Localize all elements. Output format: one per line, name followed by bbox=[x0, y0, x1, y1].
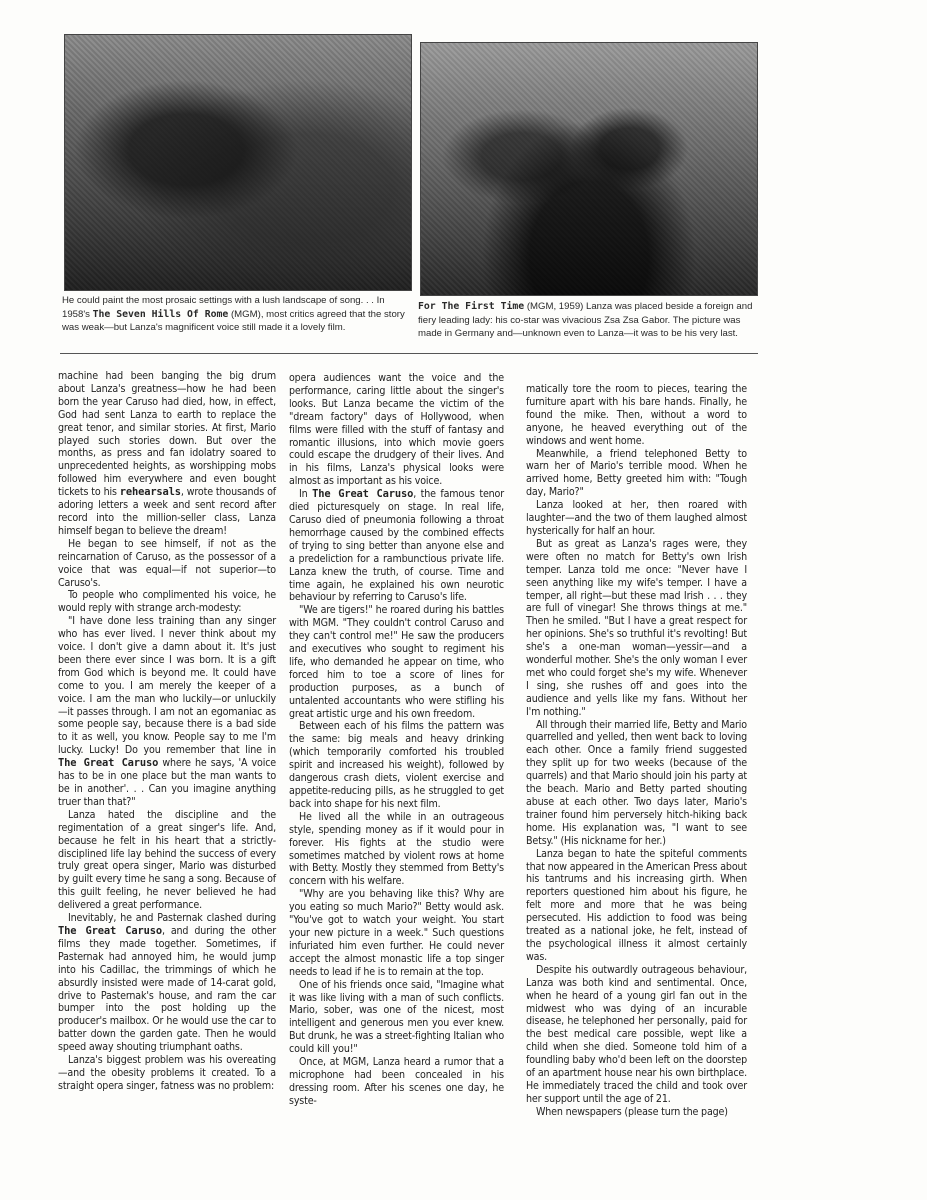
paragraph: Meanwhile, a friend telephoned Betty to warn her of Mario's terrible mood. When he arrived home, Betty greeted him with: "Tough day, Mario?" bbox=[526, 447, 747, 499]
paragraph: Lanza looked at her, then roared with laughter—and the two of them laughed almost hysterically for half an hour. bbox=[526, 499, 747, 537]
film-title: The Great Caruso bbox=[312, 488, 414, 501]
text-run: "I have done less training than any singer who has ever lived. I never think about my voice. I don't give a damn about it. It's just been there ever since I was born. It is a gift from God which is beyond me. It could have come to you. I am merely the keeper of a voice. I am the man who luckily—or unluckily—it passes through. I am not an egomaniac as some people say, because there is a bad side to it as well, you know. People say to me I'm lucky. Lucky! Do you remember that line in bbox=[58, 615, 276, 757]
text-run: , the famous tenor died picturesquely on stage. In real life, Caruso died of pneumonia following a throat hemorrhage caused by the combined effects of trying to sing better than anyone else and a predeliction for a rambunctious private life. Lanza knew the truth, of course. Time and time again, he explained his own neurotic behaviour by referring to Caruso's life. bbox=[289, 488, 504, 604]
paragraph: One of his friends once said, "Imagine what it was like living with a man of such conflicts. Mario, sober, was one of the nicest, most intelligent and generous men you ever knew. But drunk, he was a street-fighting Italian who could kill you!" bbox=[289, 978, 504, 1056]
text-run: machine had been banging the big drum about Lanza's greatness—how he had been born the year Caruso had died, how, in effect, God had sent Lanza to earth to replace the great tenor, and similar stories. At first, Mario played such stories down. But over the months, as press and fan idolatry soared to unprecedented heights, as worshipping mobs followed him everywhere and even bought tickets to his bbox=[58, 370, 276, 499]
paragraph: "Why are you behaving like this? Why are you eating so much Mario?" Betty would ask. "You've got to watch your weight. You start your new picture in a week." Such questions infuriated him even further. He could never accept the almost monastic life a top singer needs to lead if he is to remain at the top. bbox=[289, 888, 504, 978]
caption-text: He could paint the most prosaic settings with a lush landscape of song. . . In 1958's bbox=[62, 295, 385, 320]
paragraph bbox=[58, 615, 276, 809]
film-title: The Great Caruso bbox=[58, 757, 159, 770]
caption-text: (MGM), most critics agreed that the story was weak—but Lanza's magnificent voice still made it a lovely film. bbox=[62, 308, 405, 333]
section-divider bbox=[60, 353, 758, 354]
paragraph: Lanza hated the discipline and the regimentation of a great singer's life. And, because he felt in his heart that a strictly-disciplined life lay behind the success of every truly great opera singer, Mario was disturbed by guilt every time he sang a song. Because of this guilt feeling, he never believed he had delivered a great performance. bbox=[58, 808, 276, 912]
film-title: The Great Caruso bbox=[58, 924, 162, 937]
paragraph: He began to see himself, if not as the reincarnation of Caruso, as the possessor of a voice that was equal—if not superior—to Caruso's. bbox=[58, 537, 276, 589]
caption-text: (MGM, 1959) Lanza was placed beside a foreign and fiery leading lady: his co-star was vivacious Zsa Zsa Gabor. The picture was made in Germany and—unknown even to Lanza—it was to be his very last. bbox=[418, 301, 753, 339]
article-column-3 bbox=[526, 383, 747, 1119]
paragraph: Lanza began to hate the spiteful comments that now appeared in the American Press about his tantrums and his increasing girth. When reporters questioned him about his figure, he felt more and more that he was being persecuted. His addiction to food was being treated as a national joke, he felt, instead of the psychological illness it almost certainly was. bbox=[526, 847, 747, 963]
emphasis: rehearsals bbox=[119, 486, 181, 499]
paragraph: All through their married life, Betty and Mario quarrelled and yelled, then went back to loving each other. Once a family friend suggested they split up for two weeks (because of the quarrels) and that Mario should join his party at the beach. Mario and Betty parted shouting abuse at each other. Two days later, Mario's trainer found him perversely hitch-hiking back home. His explanation was, "I want to see Betsy." (His nickname for her.) bbox=[526, 718, 747, 847]
paragraph bbox=[289, 488, 504, 604]
continued-line: When newspapers (please turn the page) bbox=[536, 1105, 728, 1118]
text-run: where he says, 'A voice has to be in one place but the man wants to be in another'. . . Can you imagine anything truer than that?" bbox=[58, 757, 276, 808]
paragraph: He lived all the while in an outrageous style, spending money as if it would pour in forever. His fights at the studio were sometimes matched by violent rows at home with Betty. Mostly they stemmed from Betty's concern with his welfare. bbox=[289, 810, 504, 888]
paragraph: opera audiences want the voice and the performance, caring little about the singer's looks. But Lanza became the victim of the "dream factory" days of Hollywood, when films were filled with the stuff of fantasy and romantic illusions, into which movie goers could escape the drudgery of their lives. And in his films, Lanza's physical looks were almost as important as his voice. bbox=[289, 372, 504, 488]
photo-for-the-first-time bbox=[420, 42, 758, 296]
photo-seven-hills-of-rome bbox=[64, 34, 412, 291]
paragraph: Despite his outwardly outrageous behaviour, Lanza was both kind and sentimental. Once, when he heard of a young girl fan out in the midwest who was dying of an incurable disease, he telephoned her personally, paid for the best medical care possible, wept like a child when she died. Someone told him of a foundling baby who'd been left on the doorstep of an apartment house near his own birthplace. He immediately traced the child and took over her support until the age of 21. bbox=[526, 963, 747, 1105]
paragraph: Once, at MGM, Lanza heard a rumor that a microphone had been concealed in his dressing room. After his scenes one day, he syste- bbox=[289, 1056, 504, 1107]
paragraph: Between each of his films the pattern was the same: big meals and heavy drinking (which temporarily comforted his troubled spirit and increased his weight), followed by dangerous crash diets, violent exercise and appetite-reducing pills, as he struggled to get back into shape for his next film. bbox=[289, 720, 504, 810]
article-column-2 bbox=[289, 372, 504, 1108]
photo-shading bbox=[421, 43, 757, 295]
film-title: For The First Time bbox=[418, 301, 525, 312]
text-run: , and during the other films they made together. Sometimes, if Pasternak had annoyed him, he would jump into his Cadillac, the trimmings of which he absurdly insisted were made of 14-carat gold, drive to Pasternak's house, and ram the car bumper into the post holding up the producer's mailbox. Or he would use the car to batter down the garden gate. Then he would speed away shouting triumphant oaths. bbox=[58, 924, 276, 1054]
text-run: Inevitably, he and Pasternak clashed during bbox=[68, 912, 276, 925]
paragraph: But as great as Lanza's rages were, they were often no match for Betty's own Irish temper. Lanza told me once: "Never have I seen anything like my wife's temper. I have a temper, all right—but these mad Irish . . . they are full of vinegar! She throws things at me." Then he smiled. "But I have a great respect for her opinions. She's so truthful it's revolting! But she's a one-man woman—yessir—and a wonderful mother. She's the only woman I ever met who could forget she's my wife. Whenever I sing, she rushes off and goes into the audience and yells like my fans. Without her I'm nothing." bbox=[526, 537, 747, 718]
paragraph bbox=[58, 912, 276, 1054]
paragraph bbox=[58, 370, 276, 538]
photo-shading bbox=[65, 35, 411, 290]
paragraph: To people who complimented his voice, he would reply with strange arch-modesty: bbox=[58, 589, 276, 615]
film-title: The Seven Hills Of Rome bbox=[92, 308, 229, 320]
paragraph: "We are tigers!" he roared during his battles with MGM. "They couldn't control Caruso and they can't control me!" He saw the producers and executives who sought to regiment his life, who demanded he appear on time, who forced him to toe a score of lines for production purposes, as a bunch of untalented accountants who were stifling his great artistic urge and his own freedom. bbox=[289, 604, 504, 720]
paragraph: Lanza's biggest problem was his overeating—and the obesity problems it created. To a straight opera singer, fatness was no problem: bbox=[58, 1054, 276, 1092]
paragraph: matically tore the room to pieces, tearing the furniture apart with his bare hands. Finally, he found the mike. Then, without a word to anyone, he heaved everything out of the windows and went home. bbox=[526, 383, 747, 447]
article-column-1 bbox=[58, 370, 276, 1093]
caption-left bbox=[62, 294, 412, 335]
text-run: , wrote thousands of adoring letters a week and sent record after record into the million-seller class, Lanza himself began to believe the dream! bbox=[58, 486, 276, 537]
caption-right bbox=[418, 300, 758, 341]
text-run: In bbox=[299, 488, 313, 501]
